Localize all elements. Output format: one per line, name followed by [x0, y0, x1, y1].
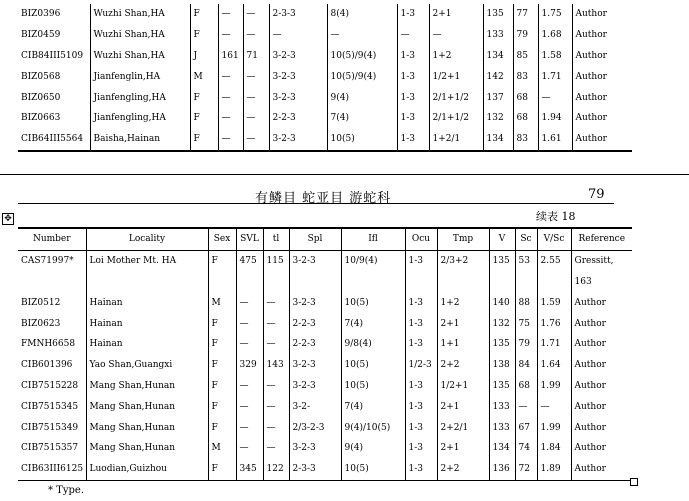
column-header: Tmp [437, 228, 489, 250]
table-cell: 132 [483, 108, 513, 129]
table-cell [263, 272, 289, 293]
table-cell: 135 [483, 4, 513, 25]
table-cell: Author [572, 129, 632, 151]
page-break-rule [0, 174, 689, 175]
table-cell: CIB7515349 [21, 422, 79, 433]
table-cell: Author [572, 87, 632, 108]
table-cell: — [218, 25, 243, 46]
table-cell: 1-3 [405, 438, 437, 459]
table-cell: — [236, 438, 263, 459]
continued-table-label: 续表 18 [536, 210, 576, 223]
table-cell: CIB601396 [21, 360, 73, 371]
table-cell: 1.71 [537, 334, 571, 355]
table-cell: 3-2-3 [289, 250, 341, 271]
table-cell: F [208, 376, 236, 397]
footnote: * Type. [48, 485, 84, 496]
table-cell: 1.99 [537, 376, 571, 397]
table-cell: 9(4)/10(5) [341, 417, 405, 438]
table-cell: CIB7515357 [21, 443, 79, 454]
table-cell: 9(4) [341, 438, 405, 459]
table-cell: 133 [489, 396, 515, 417]
table-cell: 71 [243, 46, 269, 67]
table-cell: — [263, 313, 289, 334]
table-cell: Mang Shan,Hunan [86, 438, 208, 459]
table-cell: Jianfenglin,HA [90, 66, 190, 87]
table-cell: — [269, 25, 327, 46]
table-cell: 83 [513, 129, 538, 151]
table-cell: 1-3 [397, 4, 429, 25]
column-header: V/Sc [537, 228, 571, 250]
table-cell: Author [572, 4, 632, 25]
table-cell: 1.84 [537, 438, 571, 459]
table-cell: 1.99 [537, 417, 571, 438]
column-header: Sex [208, 228, 236, 250]
table-cell: CAS71997* [21, 256, 74, 267]
table-cell: 2+1 [437, 313, 489, 334]
table-cell: CIB7515345 [21, 401, 79, 412]
table-cell [341, 272, 405, 293]
table-cell: — [263, 438, 289, 459]
table-cell: 1+1 [437, 334, 489, 355]
table-cell: 2/1+1/2 [429, 108, 483, 129]
table-cell: 115 [263, 250, 289, 271]
table-row [18, 25, 632, 46]
table-cell: — [218, 129, 243, 151]
table-cell: 84 [515, 355, 537, 376]
table-cell: 3-2-3 [289, 292, 341, 313]
table-cell: Author [571, 396, 632, 417]
table-cell: 133 [483, 25, 513, 46]
table-cell: 1.76 [537, 313, 571, 334]
table-cell: BIZ0663 [21, 113, 61, 124]
table-cell: — [236, 334, 263, 355]
table-cell: 10(5) [341, 355, 405, 376]
table-cell: Wuzhi Shan,HA [90, 46, 190, 67]
table-cell: 2/1+1/2 [429, 87, 483, 108]
table-cell: 1+2/1 [429, 129, 483, 151]
table-cell: 2+1 [437, 438, 489, 459]
table-cell: — [243, 87, 269, 108]
table-row [18, 417, 632, 438]
table-cell: — [263, 292, 289, 313]
table-cell: 10/9(4) [341, 250, 405, 271]
table-cell: — [243, 25, 269, 46]
table-cell: 475 [236, 250, 263, 271]
table-cell: 7(4) [341, 313, 405, 334]
table-cell: Author [571, 355, 632, 376]
table-cell: — [218, 4, 243, 25]
table-cell: 2-3-3 [269, 4, 327, 25]
table-row [18, 438, 632, 459]
table-cell: 135 [489, 250, 515, 271]
table-cell: F [190, 108, 218, 129]
table-cell: 1-3 [405, 334, 437, 355]
table-cell: — [236, 292, 263, 313]
table-row [18, 292, 632, 313]
table-cell: 10(5) [341, 376, 405, 397]
table-cell: 143 [263, 355, 289, 376]
table-cell: 138 [489, 355, 515, 376]
top-table [18, 4, 632, 152]
table-cell: 1-3 [405, 459, 437, 480]
table-cell: 1.59 [537, 292, 571, 313]
bottom-table [18, 227, 632, 481]
table-cell: 2-2-3 [289, 334, 341, 355]
table-cell: 85 [513, 46, 538, 67]
table-cell: 3-2-3 [289, 376, 341, 397]
table-cell: 1+2 [429, 46, 483, 67]
table-cell: Author [572, 108, 632, 129]
table-cell: F [208, 459, 236, 480]
table-cell: 68 [515, 376, 537, 397]
table-cell [437, 272, 489, 293]
table-cell: 68 [513, 87, 538, 108]
table-row [18, 376, 632, 397]
table-cell: BIZ0396 [21, 9, 61, 20]
table-cell: F [208, 334, 236, 355]
table-cell: Author [571, 292, 632, 313]
table-cell: 2+2 [437, 355, 489, 376]
table-cell: — [218, 66, 243, 87]
table-cell [18, 272, 86, 293]
table-cell: 1/2-3 [405, 355, 437, 376]
table-cell: — [327, 25, 397, 46]
table-cell: F [208, 396, 236, 417]
column-header: Locality [86, 228, 208, 250]
table-cell: F [190, 25, 218, 46]
table-cell: J [190, 46, 218, 67]
table-cell: Author [571, 438, 632, 459]
table-cell: 10(5)/9(4) [327, 46, 397, 67]
table-cell: Author [571, 376, 632, 397]
table-row [18, 46, 632, 67]
table-cell: 2-3-3 [289, 459, 341, 480]
table-cell: — [243, 4, 269, 25]
table-cell: — [263, 396, 289, 417]
table-cell: 75 [515, 313, 537, 334]
table-cell: 10(5) [327, 129, 397, 151]
table-cell: 132 [489, 313, 515, 334]
table-cell: Wuzhi Shan,HA [90, 25, 190, 46]
table-cell: Mang Shan,Hunan [86, 376, 208, 397]
table-cell: Jianfengling,HA [90, 108, 190, 129]
table-row [18, 459, 632, 480]
table-cell: Author [571, 334, 632, 355]
table-cell: BIZ0650 [21, 92, 61, 103]
table-cell: — [538, 87, 572, 108]
table-row [18, 87, 632, 108]
table-resize-handle[interactable] [630, 478, 638, 486]
table-cell: F [190, 129, 218, 151]
table-cell: 329 [236, 355, 263, 376]
table-cell: — [429, 25, 483, 46]
table-cell: — [236, 313, 263, 334]
table-cell: 135 [489, 376, 515, 397]
table-cell: — [397, 25, 429, 46]
table-cell: Yao Shan,Guangxi [86, 355, 208, 376]
table-row [18, 355, 632, 376]
table-cell: 1-3 [397, 129, 429, 151]
table-cell: FMNH6658 [21, 339, 76, 350]
table-cell: 1/2+1 [437, 376, 489, 397]
table-cell: 142 [483, 66, 513, 87]
table-cell: 88 [515, 292, 537, 313]
table-cell: 2+1 [437, 396, 489, 417]
page-header-title: 有鳞目 蛇亚目 游蛇科 [255, 191, 392, 206]
table-cell: — [236, 396, 263, 417]
table-cell: 8(4) [327, 4, 397, 25]
table-cell: F [190, 4, 218, 25]
table-header-row [18, 228, 632, 250]
column-header: Ifl [341, 228, 405, 250]
table-cell: 79 [515, 334, 537, 355]
table-cell: 53 [515, 250, 537, 271]
table-cell: M [208, 438, 236, 459]
table-cell: M [208, 292, 236, 313]
table-cell: — [537, 396, 571, 417]
table-cell: Author [572, 46, 632, 67]
table-cell: — [218, 87, 243, 108]
table-cell: 1-3 [397, 87, 429, 108]
table-cell: 1.58 [538, 46, 572, 67]
table-cell: 1-3 [405, 250, 437, 271]
column-header: V [489, 228, 515, 250]
table-cell: 68 [513, 108, 538, 129]
table-cell: — [263, 417, 289, 438]
table-cell: Baisha,Hainan [90, 129, 190, 151]
table-cell: Author [572, 25, 632, 46]
table-cell [515, 272, 537, 293]
table-cell: 1/2+1 [429, 66, 483, 87]
table-cell: 79 [513, 25, 538, 46]
table-cell: — [263, 334, 289, 355]
table-row [18, 272, 632, 293]
table-cell: Author [571, 459, 632, 480]
table-cell: 1-3 [405, 417, 437, 438]
table-cell: Mang Shan,Hunan [86, 417, 208, 438]
table-row [18, 129, 632, 151]
table-cell: 2.55 [537, 250, 571, 271]
table-cell: 1-3 [397, 108, 429, 129]
table-cell: Author [571, 417, 632, 438]
table-cell: 10(5) [341, 459, 405, 480]
table-cell: 161 [218, 46, 243, 67]
table-cell: Jianfengling,HA [90, 87, 190, 108]
table-cell: 3-2-3 [289, 438, 341, 459]
table-cell: 3-2-3 [269, 66, 327, 87]
table-cell: 1-3 [405, 292, 437, 313]
table-cell: 74 [515, 438, 537, 459]
column-header: Sc [515, 228, 537, 250]
table-cell: 72 [515, 459, 537, 480]
table-cell [289, 272, 341, 293]
table-cell: 7(4) [341, 396, 405, 417]
table-cell: 77 [513, 4, 538, 25]
table-cell: 1.75 [538, 4, 572, 25]
table-cell: 9(4) [327, 87, 397, 108]
table-cell: 1-3 [397, 66, 429, 87]
table-cell: 1.89 [537, 459, 571, 480]
column-header: Number [18, 228, 86, 250]
column-header: Ocu [405, 228, 437, 250]
table-cell: 1.68 [538, 25, 572, 46]
table-cell: 2/3+2 [437, 250, 489, 271]
table-cell: BIZ0512 [21, 297, 61, 308]
table-move-handle-icon[interactable]: ✥ [2, 213, 14, 225]
column-header: Spl [289, 228, 341, 250]
table-cell: F [208, 355, 236, 376]
table-cell: CIB7515228 [21, 380, 79, 391]
table-cell [86, 272, 208, 293]
table-cell: 1-3 [405, 376, 437, 397]
table-cell: 2+2 [437, 459, 489, 480]
table-cell: 2+1 [429, 4, 483, 25]
table-cell: — [236, 417, 263, 438]
table-cell: Hainan [86, 334, 208, 355]
table-cell: — [243, 66, 269, 87]
table-cell: 1.94 [538, 108, 572, 129]
table-cell: 9/8(4) [341, 334, 405, 355]
table-cell: 67 [515, 417, 537, 438]
table-cell: 2-2-3 [269, 108, 327, 129]
table-row [18, 66, 632, 87]
table-cell: — [243, 108, 269, 129]
table-cell: BIZ0459 [21, 30, 61, 41]
table-cell: — [263, 376, 289, 397]
table-cell: 3-2-3 [289, 355, 341, 376]
header-rule [18, 203, 614, 204]
table-cell: — [243, 129, 269, 151]
table-cell: 134 [483, 46, 513, 67]
table-cell: 134 [489, 438, 515, 459]
table-cell: Gressitt, [571, 250, 632, 271]
table-cell: 10(5) [341, 292, 405, 313]
table-cell [489, 272, 515, 293]
table-cell: CIB64III5564 [18, 129, 90, 151]
table-cell: BIZ0568 [21, 71, 61, 82]
table-cell: 134 [483, 129, 513, 151]
table-cell: 122 [263, 459, 289, 480]
table-cell: 1.71 [538, 66, 572, 87]
table-cell: 136 [489, 459, 515, 480]
table-cell: — [236, 376, 263, 397]
table-cell: BIZ0623 [21, 318, 61, 329]
table-cell: CIB84III5109 [21, 50, 84, 61]
table-cell: F [208, 313, 236, 334]
table-cell: 7(4) [327, 108, 397, 129]
table-cell: 1-3 [397, 46, 429, 67]
table-cell: 345 [236, 459, 263, 480]
table-cell: 1-3 [405, 396, 437, 417]
page-header [0, 187, 689, 207]
table-cell [405, 272, 437, 293]
table-cell: Hainan [86, 292, 208, 313]
table-cell: Author [572, 66, 632, 87]
table-cell: CIB63III6125 [18, 459, 86, 480]
table-cell: 10(5)/9(4) [327, 66, 397, 87]
table-row [18, 250, 632, 271]
table-row [18, 396, 632, 417]
table-cell: F [208, 417, 236, 438]
column-header: tl [263, 228, 289, 250]
table-row [18, 4, 632, 25]
table-cell: M [190, 66, 218, 87]
table-cell: 133 [489, 417, 515, 438]
column-header: SVL [236, 228, 263, 250]
table-cell: Loi Mother Mt. HA [86, 250, 208, 271]
table-cell: 3-2-3 [269, 129, 327, 151]
table-cell: Hainan [86, 313, 208, 334]
table-cell: 135 [489, 334, 515, 355]
table-cell: 1+2 [437, 292, 489, 313]
table-cell: 137 [483, 87, 513, 108]
table-cell: Wuzhi Shan,HA [90, 4, 190, 25]
table-cell: Luodian,Guizhou [86, 459, 208, 480]
table-cell: 2+2/1 [437, 417, 489, 438]
table-row [18, 334, 632, 355]
table-row [18, 108, 632, 129]
table-cell: 3-2-3 [269, 87, 327, 108]
table-cell: 163 [571, 272, 632, 293]
table-cell: 2-2-3 [289, 313, 341, 334]
table-cell: Mang Shan,Hunan [86, 396, 208, 417]
table-cell: — [218, 108, 243, 129]
table-cell: 3-2-3 [269, 46, 327, 67]
column-header: Reference [571, 228, 632, 250]
table-cell: F [190, 87, 218, 108]
table-row [18, 313, 632, 334]
table-cell: F [208, 250, 236, 271]
table-cell [537, 272, 571, 293]
table-cell [208, 272, 236, 293]
table-cell [236, 272, 263, 293]
table-cell: 1.61 [538, 129, 572, 151]
table-cell: — [515, 396, 537, 417]
page-number: 79 [588, 187, 605, 202]
table-cell: 1-3 [405, 313, 437, 334]
table-cell: 2/3-2-3 [289, 417, 341, 438]
table-cell: 140 [489, 292, 515, 313]
table-cell: 83 [513, 66, 538, 87]
table-cell: Author [571, 313, 632, 334]
table-cell: 1.64 [537, 355, 571, 376]
table-cell: 3-2- [289, 396, 341, 417]
